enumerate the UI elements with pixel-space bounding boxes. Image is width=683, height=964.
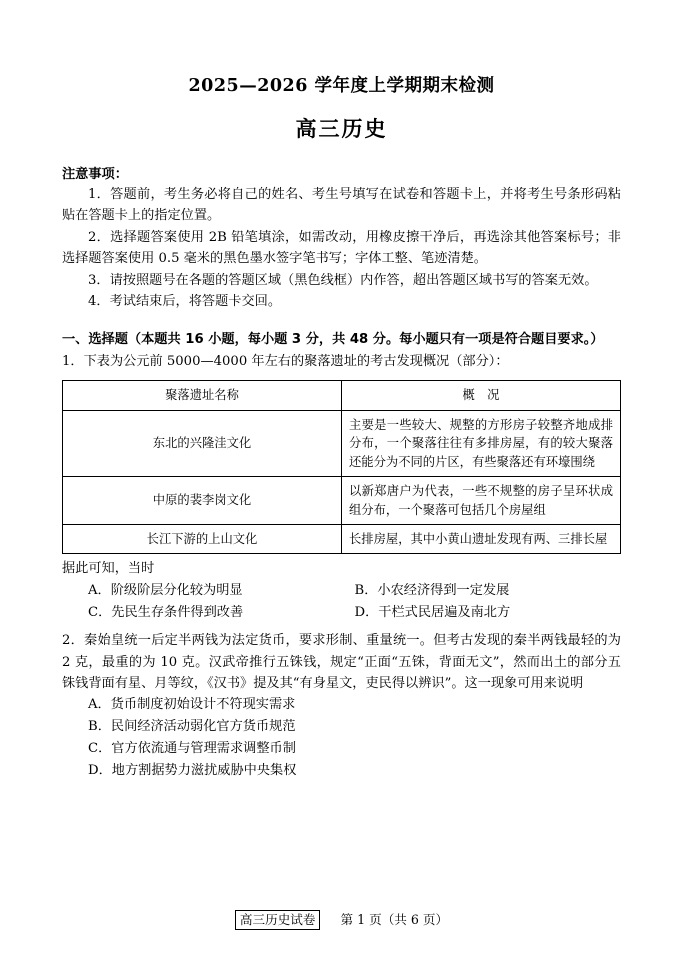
notice-item: 4．考试结束后，将答题卡交回。 <box>88 293 282 309</box>
question-1-options-row <box>62 602 621 624</box>
question-2-option-a[interactable]: A．货币制度初始设计不符现实需求 <box>88 696 296 712</box>
notice-item: 1．答题前，考生务必将自己的姓名、考生号填写在试卷和答题卡上，并将考生号条形码粘贴在答题卡上的指定位置。 <box>62 187 621 224</box>
section-heading-choice: 一、选择题（本题共 16 小题，每小题 3 分，共 48 分。每小题只有一项是符合题目要求。） <box>62 332 604 348</box>
question-2-option-c[interactable]: C．官方依流通与管理需求调整币制 <box>88 740 296 756</box>
question-1-prompt: 据此可知，当时 <box>62 561 155 577</box>
question-1-option-b[interactable]: B．小农经济得到一定发展 <box>354 582 510 598</box>
question-2-stem: 2．秦始皇统一后定半两钱为法定货币，要求形制、重量统一。但考古发现的秦半两钱最轻的为 2 克，最重的为 10 克。汉武帝推行五铢钱，规定“正面“五铢，背面无文”，然而出土的部分五铢钱背面有星、月等纹，《汉书》提及其“有身星文，吏民得以辨识”。这一现象可用来说明 <box>62 633 621 691</box>
page-subtitle: 高三历史 <box>295 116 388 141</box>
table-cell-name: 长江下游的上山文化 <box>63 525 342 554</box>
notice-item: 2．选择题答案使用 2B 铅笔填涂，如需改动，用橡皮擦干净后，再选涂其他答案标号；非选择题答案使用 0.5 毫米的黑色墨水签字笔书写；字体工整、笔迹清楚。 <box>62 229 621 267</box>
table-cell-name: 中原的裴李岗文化 <box>63 477 342 525</box>
table-header-cell: 概 况 <box>342 381 621 410</box>
footer-page-number: 第 1 页（共 6 页） <box>340 912 449 928</box>
page-footer <box>0 909 683 930</box>
question-1-options-row <box>62 580 621 602</box>
page-title: 2025—2026 学年度上学期期末检测 <box>188 76 495 96</box>
notice-heading: 注意事项： <box>62 167 128 182</box>
table-row <box>63 525 621 554</box>
notice-item: 3．请按照题号在各题的答题区域（黑色线框）内作答，超出答题区域书写的答案无效。 <box>88 272 598 288</box>
exam-page <box>0 72 683 964</box>
table-cell-name: 东北的兴隆洼文化 <box>63 410 342 476</box>
question-1-option-d[interactable]: D．干栏式民居遍及南北方 <box>354 605 511 620</box>
table-header-row <box>63 381 621 410</box>
question-1-option-a[interactable]: A．阶级阶层分化较为明显 <box>88 582 243 598</box>
question-1-option-c[interactable]: C．先民生存条件得到改善 <box>88 605 244 620</box>
table-header-cell: 聚落遗址名称 <box>63 381 342 410</box>
table-row <box>63 410 621 476</box>
question-2-option-b[interactable]: B．民间经济活动弱化官方货币规范 <box>88 718 296 734</box>
footer-label: 高三历史试卷 <box>235 910 321 930</box>
table-cell-desc: 长排房屋，其中小黄山遗址发现有两、三排长屋 <box>342 525 621 554</box>
question-2-option-d[interactable]: D．地方割据势力滋扰威胁中央集权 <box>88 762 297 778</box>
table-cell-desc: 以新郑唐户为代表，一些不规整的房子呈环状成组分布，一个聚落可包括几个房屋组 <box>342 477 621 525</box>
table-row <box>63 477 621 525</box>
table-cell-desc: 主要是一些较大、规整的方形房子较整齐地成排分布，一个聚落往往有多排房屋，有的较大聚落还能分为不同的片区，有些聚落还有环壕围绕 <box>342 410 621 476</box>
question-1-stem: 1．下表为公元前 5000—4000 年左右的聚落遗址的考古发现概况（部分）： <box>62 354 509 370</box>
question-1-table <box>62 380 621 554</box>
